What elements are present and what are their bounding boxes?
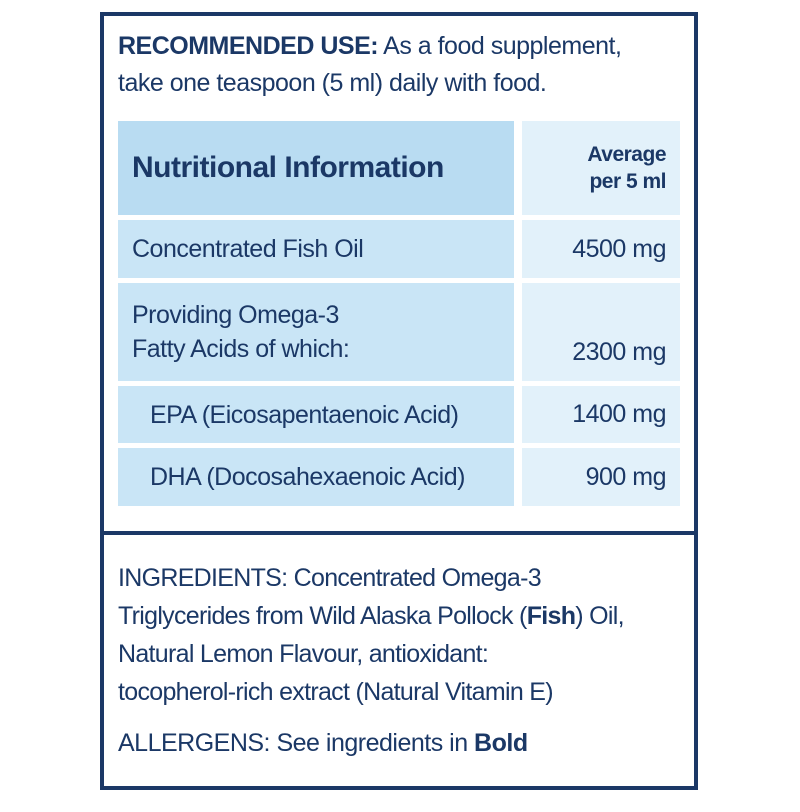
ingredients-line1-rest: Concentrated Omega-3 (287, 564, 541, 592)
supplement-label-box (100, 12, 698, 790)
table-row (118, 386, 680, 443)
ingredients-line4: tocopherol-rich extract (Natural Vitamin E) (118, 678, 553, 706)
ingredients-text (118, 559, 680, 711)
table-row (118, 448, 680, 506)
nutrition-table (118, 121, 680, 506)
unit-header-line1: Average (587, 143, 666, 166)
unit-header-line2: per 5 ml (589, 170, 666, 193)
row-value-cell (522, 448, 680, 506)
recommended-use-label: RECOMMENDED USE: (118, 32, 379, 60)
recommended-use-line2: take one teaspoon (5 ml) daily with food. (118, 69, 547, 97)
unit-header (587, 141, 666, 195)
allergens-rest: See ingredients in (270, 729, 475, 757)
ingredients-label: INGREDIENTS: (118, 564, 288, 592)
row-value-cell (522, 386, 680, 443)
recommended-use-section (104, 16, 694, 506)
table-header-row (118, 121, 680, 215)
row-name-cell (118, 283, 514, 381)
fish-allergen-bold: Fish (526, 602, 576, 630)
ingredients-line2 (118, 597, 680, 635)
row-value-cell (522, 220, 680, 278)
ingredients-line1 (118, 559, 680, 597)
row-value: 4500 mg (572, 234, 666, 263)
row-name-cell (118, 386, 514, 443)
table-title-cell (118, 121, 514, 215)
table-title: Nutritional Information (132, 151, 444, 184)
allergens-label: ALLERGENS: (118, 729, 271, 757)
unit-header-cell (522, 121, 680, 215)
table-row (118, 220, 680, 278)
ingredients-line2-post: ) Oil, (575, 602, 624, 630)
allergens-text (118, 724, 680, 762)
row-name-cell (118, 448, 514, 506)
row-value-cell (522, 283, 680, 381)
row-name: DHA (Docosahexaenoic Acid) (150, 463, 465, 491)
allergens-bold-word: Bold (474, 729, 528, 757)
ingredients-line3: Natural Lemon Flavour, antioxidant: (118, 640, 489, 668)
ingredients-section (104, 535, 694, 762)
row-name: EPA (Eicosapentaenoic Acid) (150, 400, 459, 429)
row-name-line2: Fatty Acids of which: (132, 335, 350, 363)
row-value: 1400 mg (572, 400, 666, 428)
recommended-use-text (118, 28, 680, 102)
recommended-use-line1 (118, 28, 680, 65)
row-name-line1: Providing Omega-3 (132, 301, 339, 329)
row-name: Concentrated Fish Oil (132, 235, 364, 263)
row-name-cell (118, 220, 514, 278)
row-value: 900 mg (585, 462, 666, 491)
row-value: 2300 mg (572, 338, 666, 366)
table-row (118, 283, 680, 381)
ingredients-line2-pre: Triglycerides from Wild Alaska Pollock ( (118, 602, 527, 630)
recommended-use-line1-rest: As a food supplement, (378, 32, 622, 60)
